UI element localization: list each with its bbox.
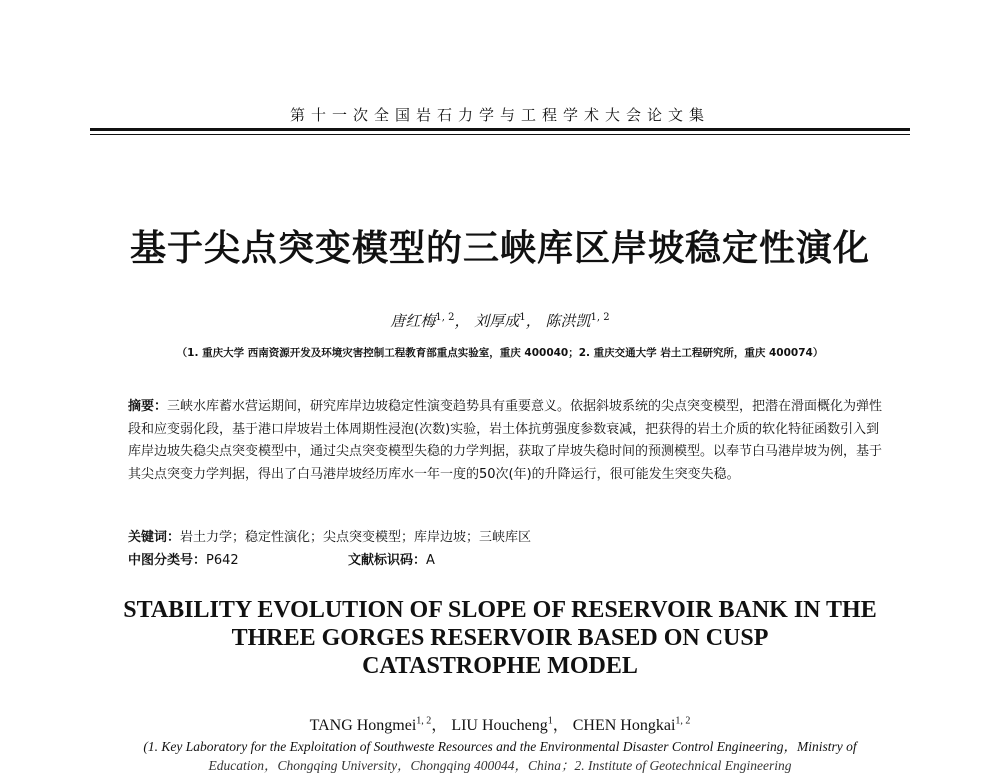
classification-row [128, 549, 888, 568]
author-3-sup: 1, 2 [590, 312, 610, 323]
classification-label: 中图分类号： [128, 553, 207, 568]
chinese-authors [0, 310, 1000, 331]
chinese-title: 基于尖点突变模型的三峡库区岸坡稳定性演化 [129, 228, 870, 269]
keywords-label: 关键词： [128, 530, 181, 545]
abstract-text: 三峡水库蓄水营运期间，研究库岸边坡稳定性演变趋势具有重要意义。依据斜坡系统的尖点突变模型，把潜在滑面概化为弹性段和应变弱化段，基于港口岸坡岩土体周期性浸泡(次数)实验，岩土体抗剪强度参数衰减，把获得的岩土介质的软化特征函数引入到库岸边坡失稳尖点突变模型中，通过尖点突变模型失稳的力学判据，获取了岸坡失稳时间的预测模型。以奉节白马港岸坡为例，基于其尖点突变力学判据，得出了白马港岸坡经历库水一年一度的50次(年)的升降运行，很可能发生突变失稳。 [128, 399, 883, 482]
classification-value: P642 [206, 553, 239, 568]
en-author-1-sup: 1, 2 [416, 715, 432, 727]
keywords-row [128, 526, 888, 545]
document-code [348, 549, 435, 568]
en-author-3-name: CHEN Hongkai [572, 717, 676, 734]
english-title-line-1: STABILITY EVOLUTION OF SLOPE OF RESERVOIR BANK IN THE [123, 597, 877, 623]
en-author-2-name: LIU Houcheng [451, 717, 548, 734]
document-code-label: 文献标识码： [348, 553, 427, 568]
author-3-name: 陈洪凯 [545, 312, 591, 330]
author-sep: ， [525, 312, 541, 330]
header-rule-thick [90, 128, 910, 131]
abstract-label: 摘要： [128, 399, 168, 414]
abstract [128, 396, 888, 486]
header-rule-thin [90, 134, 910, 135]
running-header: 第十一次全国岩石力学与工程学术大会论文集 [289, 106, 710, 124]
document-code-value: A [426, 553, 435, 568]
en-author-sep: ， [431, 717, 448, 734]
english-title [0, 596, 1000, 680]
keywords-text: 岩土力学；稳定性演化；尖点突变模型；库岸边坡；三峡库区 [180, 530, 532, 545]
author-sep: ， [454, 312, 470, 330]
english-title-line-2: THREE GORGES RESERVOIR BASED ON CUSP [231, 625, 769, 651]
en-author-2-sup: 1 [547, 715, 553, 727]
chinese-affiliation: （1. 重庆大学 西南资源开发及环境灾害控制工程教育部重点实验室，重庆 400040；2. 重庆交通大学 岩土工程研究所，重庆 400074） [176, 347, 824, 359]
author-1-sup: 1, 2 [435, 312, 455, 323]
en-author-sep: ， [552, 717, 569, 734]
english-authors [0, 712, 1000, 735]
author-2-name: 刘厚成 [474, 312, 520, 330]
english-title-line-3: CATASTROPHE MODEL [362, 653, 638, 679]
en-author-3-sup: 1, 2 [675, 715, 691, 727]
author-2-sup: 1 [519, 312, 526, 323]
english-affiliation: (1. Key Laboratory for the Exploitation of Southweste Resources and the Environmental Disaster Control Engineering，Ministry of [143, 739, 857, 754]
english-affiliation-continued: Education，Chongqing University，Chongqing 400044，China；2. Institute of Geotechnical Engineering [208, 758, 792, 773]
author-1-name: 唐红梅 [390, 312, 436, 330]
en-author-1-name: TANG Hongmei [309, 717, 417, 734]
